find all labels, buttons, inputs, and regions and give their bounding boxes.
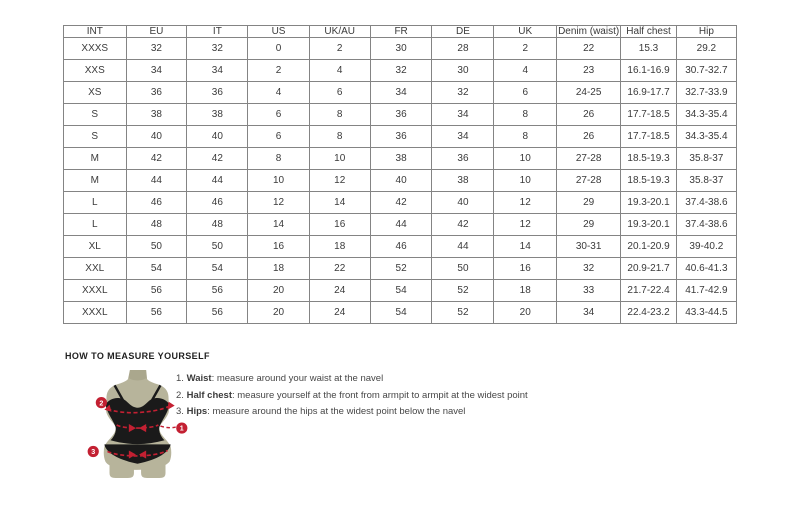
table-cell: 50 — [432, 258, 494, 280]
table-cell: 40 — [432, 192, 494, 214]
table-cell: XXXL — [64, 280, 127, 302]
table-cell: 42 — [432, 214, 494, 236]
table-cell: 56 — [187, 280, 248, 302]
table-cell: 34 — [432, 104, 494, 126]
step-text: measure around your waist at the navel — [216, 373, 384, 384]
table-cell: 40 — [370, 170, 432, 192]
table-row — [64, 38, 737, 60]
table-cell: 34 — [370, 82, 432, 104]
table-cell: 18.5-19.3 — [621, 148, 677, 170]
table-cell: 34 — [187, 60, 248, 82]
measure-section-title: HOW TO MEASURE YOURSELF — [65, 351, 210, 361]
table-cell: XXS — [64, 60, 127, 82]
table-cell: 36 — [370, 126, 432, 148]
table-cell: 10 — [494, 170, 557, 192]
size-table-header — [64, 26, 737, 38]
table-cell: 17.7-18.5 — [621, 126, 677, 148]
table-cell: 42 — [126, 148, 187, 170]
table-cell: 10 — [309, 148, 370, 170]
table-cell: 6 — [248, 104, 309, 126]
table-cell: 12 — [309, 170, 370, 192]
table-cell: S — [64, 104, 127, 126]
column-header: Denim (waist) — [558, 26, 620, 37]
hips-marker-badge — [88, 446, 99, 457]
table-row — [64, 126, 737, 148]
table-cell: 30 — [370, 38, 432, 60]
column-header: IT — [187, 26, 248, 38]
table-cell: L — [64, 214, 127, 236]
table-cell: 8 — [309, 104, 370, 126]
table-cell: 46 — [187, 192, 248, 214]
table-cell: 44 — [126, 170, 187, 192]
table-cell: 52 — [432, 302, 494, 324]
table-cell: 6 — [494, 82, 557, 104]
table-cell: 12 — [248, 192, 309, 214]
table-cell: 46 — [126, 192, 187, 214]
table-cell: M — [64, 148, 127, 170]
column-header: UK/AU — [309, 26, 370, 38]
table-cell: 56 — [187, 302, 248, 324]
table-cell: 48 — [126, 214, 187, 236]
hips-marker-number: 3 — [91, 448, 96, 457]
table-cell: 27-28 — [557, 170, 621, 192]
step-number: 1. — [176, 373, 184, 384]
table-cell: 44 — [187, 170, 248, 192]
waist-marker-badge — [176, 422, 187, 433]
table-cell: 4 — [309, 60, 370, 82]
table-cell: 38 — [432, 170, 494, 192]
table-cell: 24 — [309, 302, 370, 324]
table-cell: 40.6-41.3 — [676, 258, 736, 280]
step-text: measure yourself at the front from armpit to armpit at the widest point — [237, 389, 528, 401]
table-cell: S — [64, 126, 127, 148]
table-cell: 8 — [309, 126, 370, 148]
table-cell: 34.3-35.4 — [676, 104, 736, 126]
measure-step: 3. Hips: measure around the hips at the widest point below the navel — [176, 406, 466, 417]
size-table-body — [64, 38, 737, 324]
measurement-figure — [84, 368, 190, 480]
chest-marker-badge — [96, 397, 107, 408]
table-cell: 44 — [370, 214, 432, 236]
table-cell: 42 — [187, 148, 248, 170]
table-cell: 40 — [126, 126, 187, 148]
table-cell: 52 — [432, 280, 494, 302]
table-cell: 16.9-17.7 — [621, 82, 677, 104]
step-number: 2. — [176, 389, 184, 401]
step-label: Waist — [186, 373, 212, 384]
column-header: Half chest — [621, 26, 677, 38]
table-cell: 24 — [309, 280, 370, 302]
table-cell: 41.7-42.9 — [676, 280, 736, 302]
table-cell: 54 — [370, 280, 432, 302]
table-cell: XXXL — [64, 302, 127, 324]
table-cell: 20 — [494, 302, 557, 324]
table-cell: 2 — [494, 38, 557, 60]
table-cell: 20.1-20.9 — [621, 236, 677, 258]
size-conversion-table-container — [63, 25, 737, 324]
table-cell: 44 — [432, 236, 494, 258]
table-row — [64, 148, 737, 170]
table-cell: 50 — [126, 236, 187, 258]
table-cell: 18 — [309, 236, 370, 258]
table-cell: 38 — [370, 148, 432, 170]
table-cell: 8 — [248, 148, 309, 170]
table-row — [64, 302, 737, 324]
table-cell: 48 — [187, 214, 248, 236]
table-cell: 17.7-18.5 — [621, 104, 677, 126]
table-cell: 22 — [557, 38, 621, 60]
table-cell: 37.4-38.6 — [676, 192, 736, 214]
table-cell: 35.8-37 — [676, 148, 736, 170]
table-cell: 46 — [370, 236, 432, 258]
table-cell: 29.2 — [676, 38, 736, 60]
table-cell: 10 — [248, 170, 309, 192]
table-row — [64, 60, 737, 82]
table-cell: 38 — [126, 104, 187, 126]
table-cell: 28 — [432, 38, 494, 60]
table-cell: XXXS — [64, 38, 127, 60]
table-cell: 6 — [309, 82, 370, 104]
table-cell: 18 — [248, 258, 309, 280]
table-cell: 32 — [557, 258, 621, 280]
table-cell: 39-40.2 — [676, 236, 736, 258]
table-cell: 40 — [187, 126, 248, 148]
table-cell: 38 — [187, 104, 248, 126]
table-cell: XS — [64, 82, 127, 104]
step-number: 3. — [176, 406, 184, 417]
column-header: Hip — [676, 26, 736, 38]
table-cell: 32 — [187, 38, 248, 60]
table-cell: 4 — [494, 60, 557, 82]
table-cell: 34.3-35.4 — [676, 126, 736, 148]
table-cell: 16 — [494, 258, 557, 280]
table-cell: 54 — [370, 302, 432, 324]
measure-step: 1. Waist: measure around your waist at the navel — [176, 373, 384, 384]
column-header: US — [248, 26, 309, 38]
header-row — [64, 26, 737, 38]
table-cell: 30.7-32.7 — [676, 60, 736, 82]
column-header: EU — [126, 26, 187, 38]
table-cell: 2 — [309, 38, 370, 60]
table-cell: 56 — [126, 302, 187, 324]
table-cell: 20 — [248, 280, 309, 302]
table-cell: 26 — [557, 104, 621, 126]
table-cell: 34 — [432, 126, 494, 148]
table-row — [64, 82, 737, 104]
table-cell: 16 — [248, 236, 309, 258]
table-cell: 8 — [494, 126, 557, 148]
table-row — [64, 104, 737, 126]
table-cell: 35.8-37 — [676, 170, 736, 192]
column-header: FR — [370, 26, 432, 38]
step-label: Half chest — [186, 389, 232, 401]
table-cell: M — [64, 170, 127, 192]
table-cell: 15.3 — [621, 38, 677, 60]
table-cell: 33 — [557, 280, 621, 302]
table-cell: 34 — [557, 302, 621, 324]
table-cell: 18.5-19.3 — [621, 170, 677, 192]
table-cell: 22 — [309, 258, 370, 280]
table-cell: 26 — [557, 126, 621, 148]
table-cell: 0 — [248, 38, 309, 60]
table-cell: 19.3-20.1 — [621, 192, 677, 214]
table-row — [64, 258, 737, 280]
table-cell: 37.4-38.6 — [676, 214, 736, 236]
column-header: UK — [494, 26, 557, 38]
table-cell: 50 — [187, 236, 248, 258]
table-row — [64, 214, 737, 236]
table-cell: 10 — [494, 148, 557, 170]
table-row — [64, 170, 737, 192]
table-cell: XXL — [64, 258, 127, 280]
table-cell: 54 — [187, 258, 248, 280]
table-cell: 30-31 — [557, 236, 621, 258]
table-cell: 32 — [126, 38, 187, 60]
table-cell: 20 — [248, 302, 309, 324]
waist-marker-number: 1 — [179, 424, 184, 433]
table-cell: L — [64, 192, 127, 214]
table-cell: 36 — [432, 148, 494, 170]
table-cell: 32.7-33.9 — [676, 82, 736, 104]
size-conversion-table — [63, 25, 737, 324]
table-cell: 14 — [248, 214, 309, 236]
column-header: DE — [432, 26, 494, 38]
table-cell: 14 — [309, 192, 370, 214]
table-cell: 54 — [126, 258, 187, 280]
table-cell: 16 — [309, 214, 370, 236]
table-cell: 36 — [370, 104, 432, 126]
table-cell: 18 — [494, 280, 557, 302]
table-cell: 29 — [557, 192, 621, 214]
table-cell: 24-25 — [557, 82, 621, 104]
chest-marker-number: 2 — [99, 399, 104, 408]
table-cell: 36 — [187, 82, 248, 104]
measure-step: 2. Half chest: measure yourself at the front from armpit to armpit at the widest point — [176, 389, 528, 401]
table-cell: 42 — [370, 192, 432, 214]
table-cell: 6 — [248, 126, 309, 148]
table-cell: 30 — [432, 60, 494, 82]
table-cell: 2 — [248, 60, 309, 82]
table-cell: 21.7-22.4 — [621, 280, 677, 302]
table-row — [64, 236, 737, 258]
table-cell: 23 — [557, 60, 621, 82]
table-cell: 27-28 — [557, 148, 621, 170]
table-cell: 12 — [494, 192, 557, 214]
table-cell: 4 — [248, 82, 309, 104]
table-row — [64, 192, 737, 214]
table-cell: 52 — [370, 258, 432, 280]
table-cell: 16.1-16.9 — [621, 60, 677, 82]
table-cell: 22.4-23.2 — [621, 302, 677, 324]
table-cell: 43.3-44.5 — [676, 302, 736, 324]
step-text: measure around the hips at the widest point below the navel — [212, 406, 466, 417]
table-cell: 32 — [370, 60, 432, 82]
table-cell: 14 — [494, 236, 557, 258]
table-cell: 32 — [432, 82, 494, 104]
measure-instructions-list — [176, 371, 528, 421]
column-header: INT — [64, 26, 127, 38]
table-cell: 8 — [494, 104, 557, 126]
table-cell: 36 — [126, 82, 187, 104]
step-label: Hips — [186, 406, 208, 417]
table-cell: 34 — [126, 60, 187, 82]
table-cell: 19.3-20.1 — [621, 214, 677, 236]
table-cell: 56 — [126, 280, 187, 302]
mannequin-illustration-icon — [84, 368, 190, 480]
table-row — [64, 280, 737, 302]
table-cell: 29 — [557, 214, 621, 236]
table-cell: 12 — [494, 214, 557, 236]
table-cell: XL — [64, 236, 127, 258]
table-cell: 20.9-21.7 — [621, 258, 677, 280]
